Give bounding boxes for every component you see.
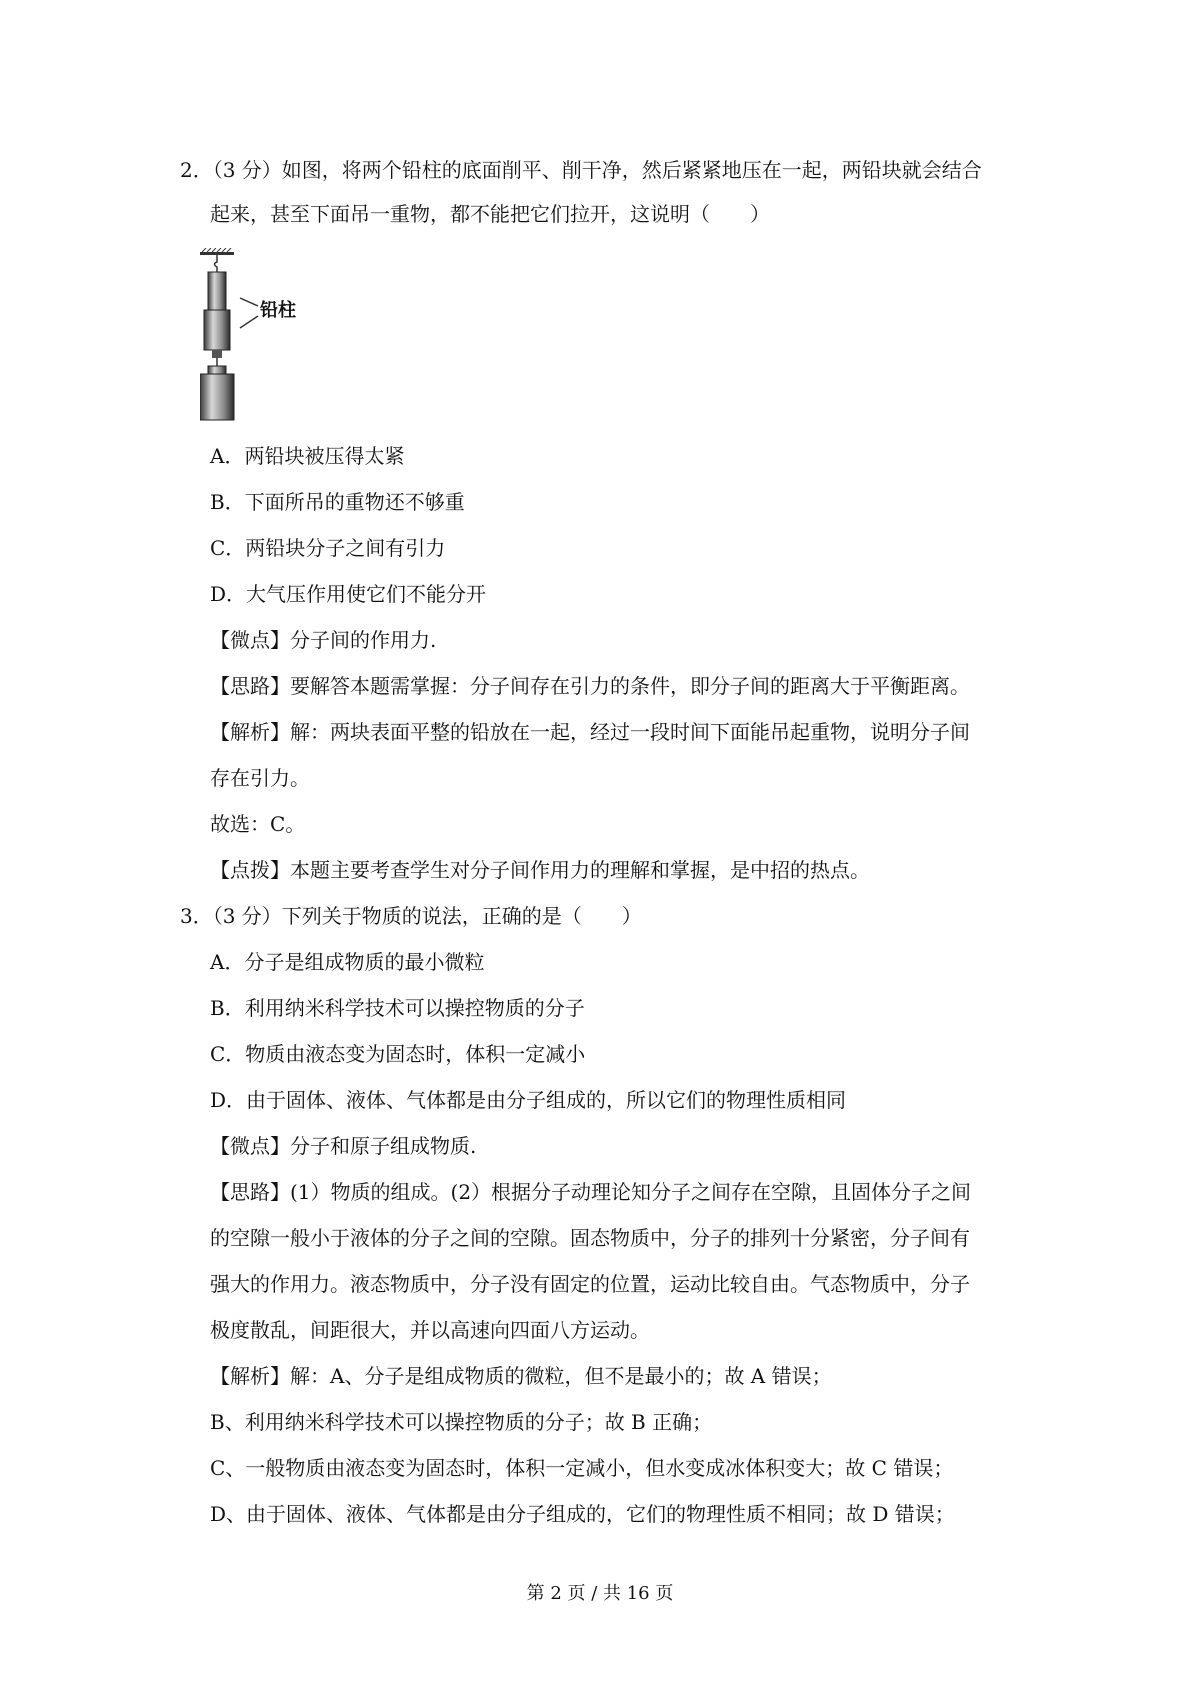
- q3-silu-line2: 的空隙一般小于液体的分子之间的空隙。固态物质中，分子的排列十分紧密，分子间有: [210, 1226, 970, 1250]
- q2-jiexi-line1: 【解析】解：两块表面平整的铅放在一起，经过一段时间下面能吊起重物，说明分子间: [210, 720, 970, 744]
- q2-option-c: C．两铅块分子之间有引力: [210, 536, 446, 560]
- q3-silu-line1: 【思路】(1）物质的组成。(2）根据分子动理论知分子之间存在空隙，且固体分子之间: [210, 1180, 972, 1204]
- upper-lead-cylinder: [208, 272, 226, 310]
- label-pointer-lower: [240, 316, 258, 328]
- q3-stem: 3．（3 分）下列关于物质的说法，正确的是（ ）: [180, 904, 642, 928]
- q2-dianbo: 【点拨】本题主要考查学生对分子间作用力的理解和掌握，是中招的热点。: [210, 858, 870, 882]
- q2-option-a: A．两铅块被压得太紧: [210, 444, 405, 468]
- q3-jiexi-line1: 【解析】解：A、分子是组成物质的微粒，但不是最小的；故 A 错误；: [210, 1364, 832, 1388]
- ceiling-hatch: [202, 248, 231, 252]
- q3-jiexi-line3: C、一般物质由液态变为固态时，体积一定减小，但水变成冰体积变大；故 C 错误；: [210, 1456, 954, 1480]
- lead-cylinders-figure: [200, 248, 330, 424]
- q3-option-b: B．利用纳米科学技术可以操控物质的分子: [210, 996, 585, 1020]
- lead-cylinders-diagram: [200, 248, 330, 424]
- ceiling-bar: [200, 252, 234, 255]
- q3-silu-line3: 强大的作用力。液态物质中，分子没有固定的位置，运动比较自由。气态物质中，分子: [210, 1272, 970, 1296]
- page-footer: 第 2 页 / 共 16 页: [526, 1583, 674, 1604]
- q3-jiexi-line2: B、利用纳米科学技术可以操控物质的分子；故 B 正确；: [210, 1410, 713, 1434]
- q3-jiexi-line4: D、由于固体、液体、气体都是由分子组成的，它们的物理性质不相同；故 D 错误；: [210, 1502, 955, 1526]
- q3-weidian: 【微点】分子和原子组成物质.: [210, 1134, 477, 1158]
- weight-cap: [208, 366, 226, 374]
- q3-silu-line4: 极度散乱，间距很大，并以高速向四面八方运动。: [210, 1318, 650, 1342]
- q3-option-c: C．物质由液态变为固态时，体积一定减小: [210, 1042, 586, 1066]
- q2-answer: 故选：C。: [210, 812, 306, 836]
- label-pointer-upper: [240, 298, 258, 306]
- q2-jiexi-line2: 存在引力。: [210, 766, 310, 790]
- connector: [212, 350, 222, 358]
- q2-stem-line2: 起来，甚至下面吊一重物，都不能把它们拉开，这说明（ ）: [210, 202, 770, 226]
- q2-option-d: D．大气压作用使它们不能分开: [210, 582, 487, 606]
- top-hook: [215, 255, 218, 272]
- q2-option-b: B．下面所吊的重物还不够重: [210, 490, 465, 514]
- q2-stem-line1: 2．（3 分）如图，将两个铅柱的底面削平、削干净，然后紧紧地压在一起，两铅块就会结合: [180, 158, 982, 182]
- hanging-weight: [200, 374, 234, 420]
- figure-label: 铅柱: [260, 300, 296, 321]
- q2-weidian: 【微点】分子间的作用力.: [210, 628, 437, 652]
- q2-silu: 【思路】要解答本题需掌握：分子间存在引力的条件，即分子间的距离大于平衡距离。: [210, 674, 970, 698]
- q3-option-d: D．由于固体、液体、气体都是由分子组成的，所以它们的物理性质相同: [210, 1088, 847, 1112]
- q3-option-a: A．分子是组成物质的最小微粒: [210, 950, 485, 974]
- lower-lead-cylinder: [204, 310, 230, 350]
